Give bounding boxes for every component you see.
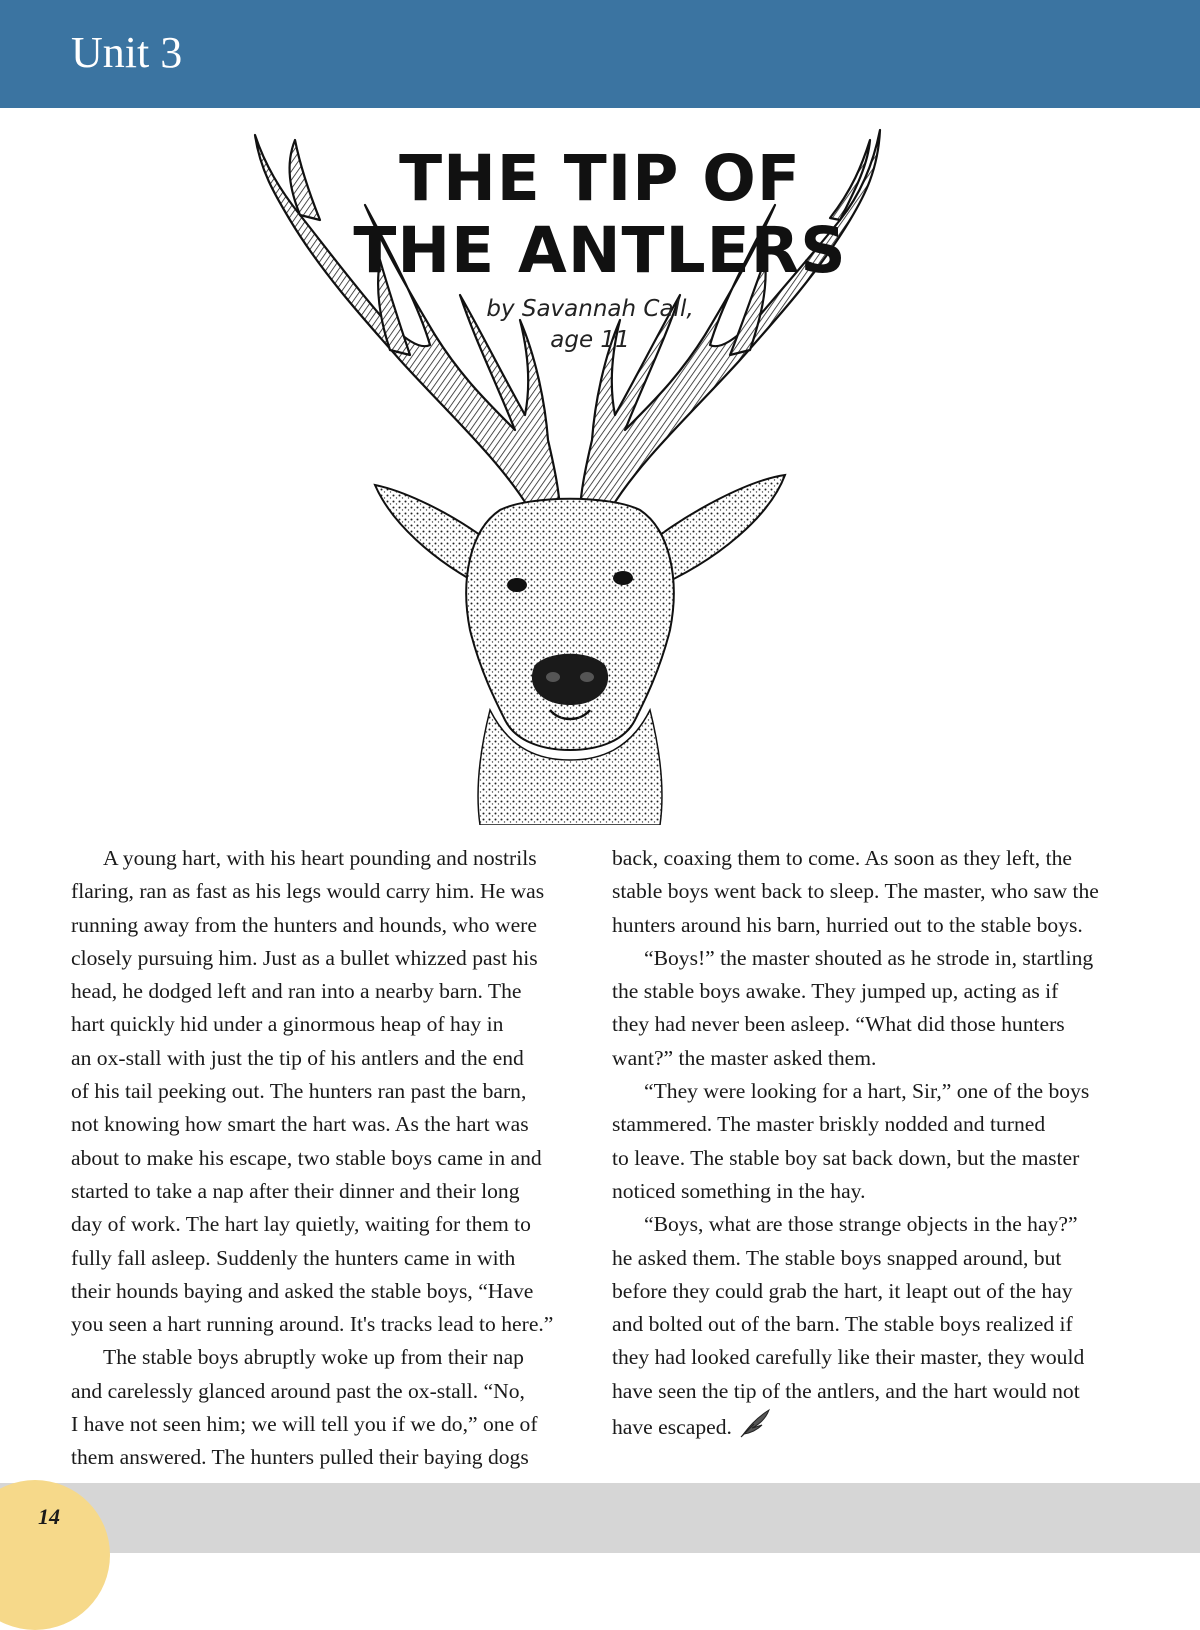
left-eye [507, 578, 527, 592]
text-line: “Boys, what are those strange objects in the hay?” [644, 1212, 1078, 1237]
text-line: of his tail peeking out. The hunters ran past the barn, [71, 1079, 527, 1104]
text-line: an ox-stall with just the tip of his antlers and the end [71, 1045, 524, 1070]
text-line: back, coaxing them to come. As soon as they left, the [612, 846, 1072, 870]
text-line: stable boys went back to sleep. The master, who saw the [612, 879, 1099, 904]
text-line: stammered. The master briskly nodded and turned [612, 1112, 1046, 1137]
text-line: they had never been asleep. “What did those hunters [612, 1012, 1065, 1037]
right-eye [613, 571, 633, 585]
text-line: want?” the master asked them. [612, 1045, 877, 1070]
text-line: day of work. The hart lay quietly, waiting for them to [71, 1212, 531, 1237]
text-line: not knowing how smart the hart was. As the hart was [71, 1112, 529, 1137]
text-line: fully fall asleep. Suddenly the hunters came in with [71, 1245, 516, 1270]
text-line: running away from the hunters and hounds, who were [71, 912, 537, 937]
text-line: The stable boys abruptly woke up from their nap [103, 1345, 524, 1370]
text-line-last [612, 1408, 1142, 1444]
text-line: hart quickly hid under a ginormous heap of hay in [71, 1012, 504, 1037]
text-line: flaring, ran as fast as his legs would carry him. He was [71, 879, 545, 904]
text-line: them answered. The hunters pulled their baying dogs [71, 1445, 529, 1470]
deer-nose [532, 654, 608, 705]
text-line: and carelessly glanced around past the ox-stall. “No, [71, 1378, 525, 1403]
title-line: THE ANTLERS [353, 214, 847, 287]
text-line: and bolted out of the barn. The stable boys realized if [612, 1312, 1073, 1337]
text-line: their hounds baying and asked the stable boys, “Have [71, 1278, 534, 1303]
title-line: THE TIP OF [399, 142, 801, 215]
text-line: closely pursuing him. Just as a bullet whizzed past his [71, 945, 538, 970]
text-line: I have not seen him; we will tell you if we do,” one of [71, 1412, 538, 1437]
text-line: noticed something in the hay. [612, 1178, 866, 1203]
page-number: 14 [38, 1504, 60, 1529]
text-line: he asked them. The stable boys snapped around, but [612, 1245, 1062, 1270]
byline [440, 294, 740, 356]
text-line: to leave. The stable boy sat back down, but the master [612, 1145, 1080, 1170]
footer-bar [0, 1483, 1200, 1553]
article-title [300, 143, 900, 287]
text-line: the stable boys awake. They jumped up, acting as if [612, 979, 1059, 1004]
text-line: have seen the tip of the antlers, and the hart would not [612, 1378, 1080, 1403]
text-line: have escaped. [612, 1415, 732, 1440]
text-line: before they could grab the hart, it leapt out of the hay [612, 1278, 1073, 1303]
quill-icon [738, 1408, 772, 1438]
unit-label: Unit 3 [71, 28, 183, 77]
body-column-right [612, 842, 1142, 1444]
text-line: “They were looking for a hart, Sir,” one of the boys [644, 1079, 1090, 1104]
text-line: you seen a hart running around. It's tracks lead to here.” [71, 1312, 554, 1337]
text-line: started to take a nap after their dinner and their long [71, 1178, 520, 1203]
text-line: “Boys!” the master shouted as he strode in, startling [644, 945, 1094, 970]
text-line: they had looked carefully like their master, they would [612, 1345, 1085, 1370]
body-column-left [71, 842, 591, 1475]
text-line: A young hart, with his heart pounding and nostrils [103, 846, 537, 870]
deer-head [466, 499, 674, 750]
text-line: head, he dodged left and ran into a nearby barn. The [71, 979, 522, 1004]
byline-line: age 11 [550, 327, 630, 353]
byline-line: by Savannah Call, [486, 296, 694, 322]
text-line: about to make his escape, two stable boys came in and [71, 1145, 542, 1170]
text-line: hunters around his barn, hurried out to the stable boys. [612, 912, 1083, 937]
